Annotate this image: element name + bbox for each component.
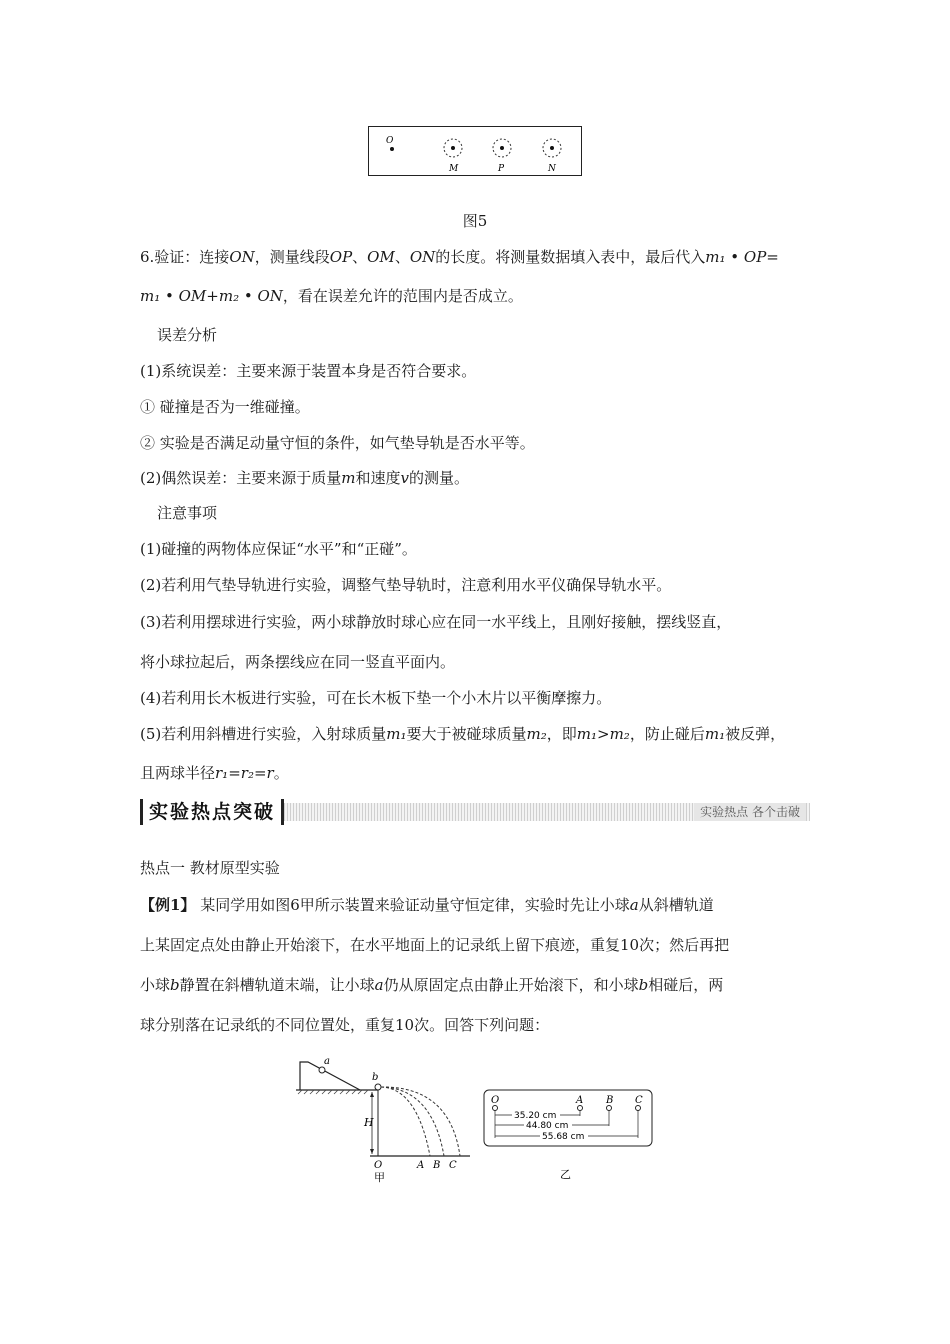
banner-subtitle: 实验热点 各个击破	[694, 803, 806, 821]
fig6-jia-b: B	[433, 1160, 441, 1171]
example1-line4: 球分别落在记录纸的不同位置处，重复10次。回答下列问题：	[140, 1016, 550, 1034]
example1-label: 【例1】	[140, 896, 196, 914]
fig5-label-o: O	[386, 136, 394, 146]
banner-title: 实验热点突破	[140, 799, 284, 825]
fig6-yi-c: C	[635, 1095, 643, 1106]
error-analysis-heading: 误差分析	[157, 326, 218, 344]
fig6-apparatus-jia	[296, 1058, 470, 1183]
fig6-jia-a: A	[417, 1160, 425, 1171]
fig6-jia-o: O	[374, 1160, 383, 1171]
figure-6-diagram	[292, 1058, 672, 1183]
fig6-dist-ob: 44.80 cm	[526, 1121, 569, 1131]
step6-line1: 6.验证：连接ON，测量线段OP、OM、ON的长度。将测量数据填入表中，最后代入m₁ • OP=	[140, 248, 779, 266]
figure-5-diagram	[368, 126, 582, 176]
fig6-ball-a-label: a	[324, 1058, 330, 1067]
fig6-dist-oc: 55.68 cm	[542, 1132, 585, 1142]
error-item-4: (2)偶然误差：主要来源于质量m和速度v的测量。	[140, 469, 469, 487]
fig6-ball-b-label: b	[372, 1072, 379, 1083]
example1-line1: 【例1】 某同学用如图6甲所示装置来验证动量守恒定律，实验时先让小球a从斜槽轨道	[140, 896, 714, 914]
fig5-label-n: N	[548, 164, 556, 174]
fig6-record-yi	[484, 1090, 652, 1181]
fig6-jia-c: C	[449, 1160, 457, 1171]
error-item-3: ② 实验是否满足动量守恒的条件，如气垫导轨是否水平等。	[140, 434, 535, 452]
fig6-yi-a: A	[576, 1095, 584, 1106]
note-item-4: (4)若利用长木板进行实验，可在长木板下垫一个小木片以平衡摩擦力。	[140, 689, 612, 707]
error-item-2: ① 碰撞是否为一维碰撞。	[140, 398, 310, 416]
fig6-dist-oa: 35.20 cm	[514, 1111, 557, 1121]
note-item-3-cont: 将小球拉起后，两条摆线应在同一竖直平面内。	[140, 653, 456, 671]
example1-line3: 小球b静置在斜槽轨道末端，让小球a仍从原固定点由静止开始滚下，和小球b相碰后，两	[140, 976, 724, 994]
note-item-5: (5)若利用斜槽进行实验，入射球质量m₁要大于被碰球质量m₂，即m₁>m₂，防止碰后m₁被反弹，	[140, 725, 786, 743]
note-item-1: (1)碰撞的两物体应保证“水平”和“正碰”。	[140, 540, 417, 558]
fig6-height-label: H	[364, 1116, 374, 1129]
note-item-5-cont: 且两球半径r₁=r₂=r。	[140, 764, 289, 782]
example1-line2: 上某固定点处由静止开始滚下，在水平地面上的记录纸上留下痕迹，重复10次；然后再把	[140, 936, 730, 954]
fig6-yi-o: O	[491, 1095, 500, 1106]
notes-heading: 注意事项	[157, 504, 218, 522]
note-item-3: (3)若利用摆球进行实验，两小球静放时球心应在同一水平线上，且刚好接触，摆线竖直，	[140, 613, 732, 631]
note-item-2: (2)若利用气垫导轨进行实验，调整气垫导轨时，注意利用水平仪确保导轨水平。	[140, 576, 672, 594]
fig5-label-m: M	[449, 164, 459, 174]
section-banner	[140, 799, 810, 825]
fig5-label-p: P	[498, 164, 505, 174]
hotspot-title: 热点一 教材原型实验	[140, 859, 280, 877]
error-item-1: (1)系统误差：主要来源于装置本身是否符合要求。	[140, 362, 477, 380]
fig6-yi-caption: 乙	[560, 1168, 571, 1181]
fig6-yi-b: B	[606, 1095, 614, 1106]
step6-line2: m₁ • OM+m₂ • ON，看在误差允许的范围内是否成立。	[140, 287, 523, 305]
fig6-jia-caption: 甲	[374, 1171, 385, 1183]
figure-5-caption: 图5	[462, 212, 488, 230]
